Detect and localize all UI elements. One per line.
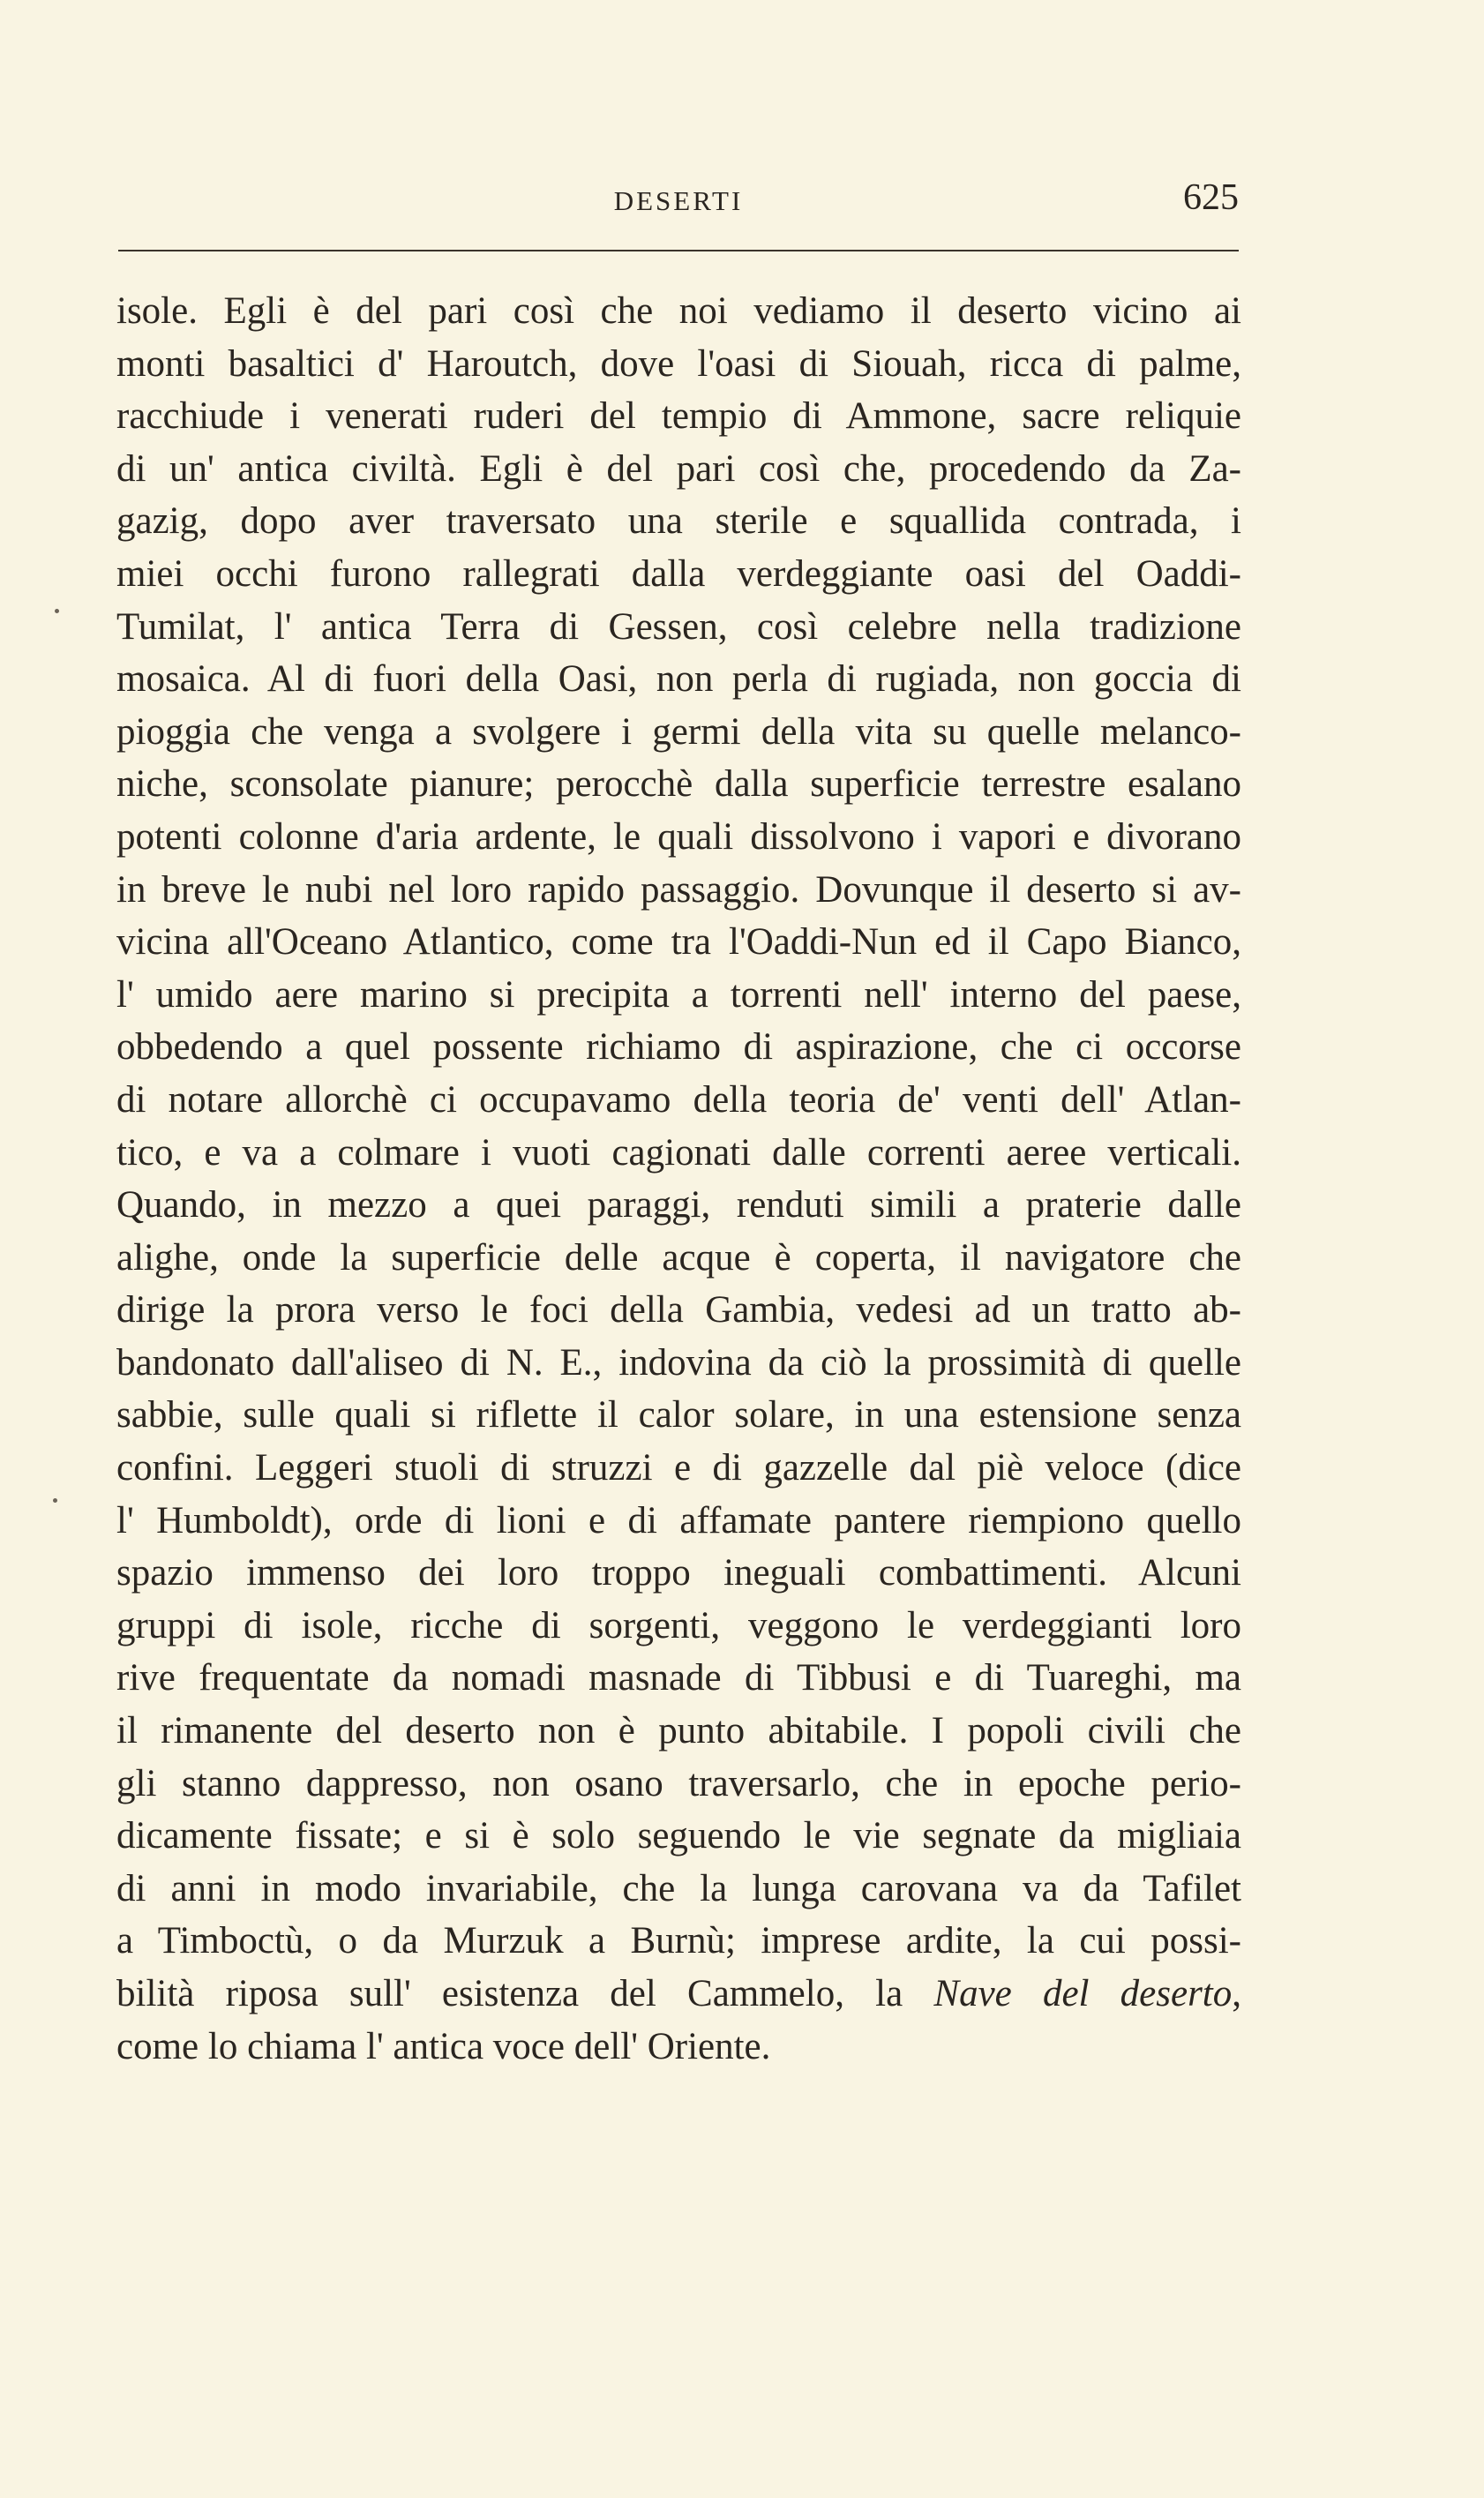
- text-line: a Timboctù, o da Murzuk a Burnù; imprese ardite, la cui possi-: [116, 1920, 1241, 1962]
- text-line: l' Humboldt), orde di lioni e di affamate pantere riempiono quello: [116, 1499, 1241, 1542]
- text-line: mosaica. Al di fuori della Oasi, non perla di rugiada, non goccia di: [116, 658, 1241, 701]
- text-line: monti basaltici d' Haroutch, dove l'oasi di Siouah, ricca di palme,: [116, 342, 1241, 385]
- text-line: gli stanno dappresso, non osano traversarlo, che in epoche perio-: [116, 1762, 1241, 1804]
- text-line: di un' antica civiltà. Egli è del pari così che, procedendo da Za-: [116, 447, 1241, 490]
- text-line: dicamente fissate; e si è solo seguendo le vie segnate da migliaia: [116, 1815, 1241, 1857]
- text-line: vicina all'Oceano Atlantico, come tra l'Oaddi-Nun ed il Capo Bianco,: [116, 921, 1241, 964]
- text-fragment: bilità riposa sull' esistenza del Cammelo, la: [116, 1973, 903, 2014]
- text-line: isole. Egli è del pari così che noi vediamo il deserto vicino ai: [116, 290, 1241, 332]
- text-line: l' umido aere marino si precipita a torrenti nell' interno del paese,: [116, 973, 1241, 1016]
- text-line: sabbie, sulle quali si riflette il calor solare, in una estensione senza: [116, 1394, 1241, 1437]
- text-line-with-italic: [116, 1968, 1241, 2021]
- text-line: Quando, in mezzo a quei paraggi, renduti simili a praterie dalle: [116, 1184, 1241, 1226]
- text-line: di anni in modo invariabile, che la lunga carovana va da Tafilet: [116, 1867, 1241, 1909]
- text-line: in breve le nubi nel loro rapido passaggio. Dovunque il deserto si av-: [116, 868, 1241, 911]
- text-line: rive frequentate da nomadi masnade di Tibbusi e di Tuareghi, ma: [116, 1657, 1241, 1699]
- text-fragment: ,: [1232, 1973, 1242, 2014]
- header-rule: [118, 250, 1239, 251]
- body-paragraph: [116, 285, 1241, 2073]
- running-head: [118, 176, 1239, 229]
- running-title: DESERTI: [613, 185, 744, 216]
- text-line: confini. Leggeri stuoli di struzzi e di gazzelle dal piè veloce (dice: [116, 1447, 1241, 1489]
- text-line: miei occhi furono rallegrati dalla verdeggiante oasi del Oaddi-: [116, 552, 1241, 595]
- margin-mark: [55, 609, 59, 613]
- text-line: gruppi di isole, ricche di sorgenti, veggono le verdeggianti loro: [116, 1604, 1241, 1647]
- italic-phrase: Nave del deserto: [933, 1973, 1233, 2014]
- text-line: alighe, onde la superficie delle acque è coperta, il navigatore che: [116, 1236, 1241, 1279]
- text-line: pioggia che venga a svolgere i germi della vita su quelle melanco-: [116, 710, 1241, 753]
- page-number: 625: [1183, 177, 1239, 218]
- text-line: Tumilat, l' antica Terra di Gessen, così celebre nella tradizione: [116, 605, 1241, 648]
- margin-mark: [53, 1498, 57, 1503]
- text-line: il rimanente del deserto non è punto abitabile. I popoli civili che: [116, 1710, 1241, 1752]
- text-line: niche, sconsolate pianure; perocchè dalla superficie terrestre esalano: [116, 763, 1241, 806]
- text-line: tico, e va a colmare i vuoti cagionati dalle correnti aeree verticali.: [116, 1131, 1241, 1174]
- text-line: gazig, dopo aver traversato una sterile e squallida contrada, i: [116, 500, 1241, 543]
- text-line: di notare allorchè ci occupavamo della teoria de' venti dell' Atlan-: [116, 1078, 1241, 1121]
- text-line: potenti colonne d'aria ardente, le quali dissolvono i vapori e divorano: [116, 815, 1241, 858]
- text-line: obbedendo a quel possente richiamo di aspirazione, che ci occorse: [116, 1026, 1241, 1069]
- text-line: racchiude i venerati ruderi del tempio di Ammone, sacre reliquie: [116, 395, 1241, 438]
- text-line: bandonato dall'aliseo di N. E., indovina da ciò la prossimità di quelle: [116, 1341, 1241, 1384]
- text-line-last: come lo chiama l' antica voce dell' Oriente.: [116, 2025, 771, 2067]
- text-line: dirige la prora verso le foci della Gambia, vedesi ad un tratto ab-: [116, 1289, 1241, 1332]
- text-line: spazio immenso dei loro troppo ineguali combattimenti. Alcuni: [116, 1552, 1241, 1594]
